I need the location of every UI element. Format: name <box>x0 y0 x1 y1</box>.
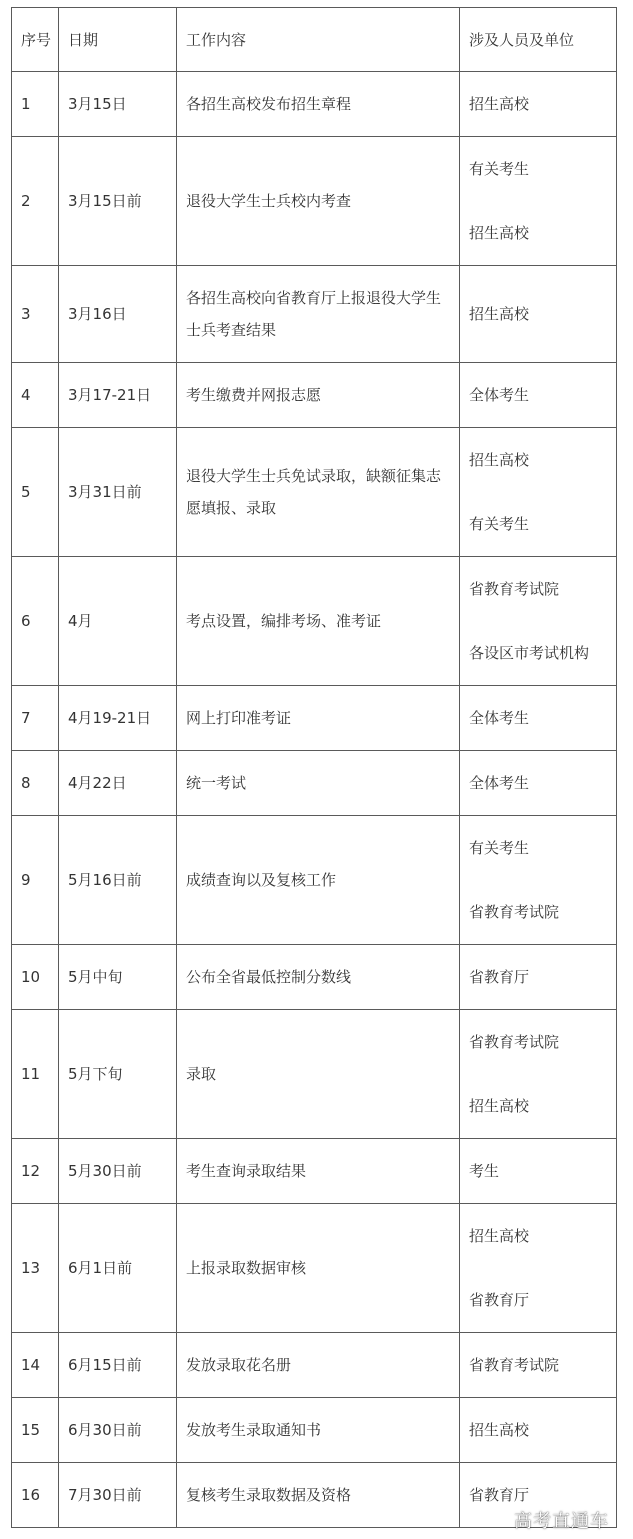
row-task: 复核考生录取数据及资格 <box>177 1463 460 1528</box>
row-date: 3月17-21日 <box>59 363 177 428</box>
row-units <box>460 1139 617 1204</box>
header-date: 日期 <box>59 8 177 72</box>
row-number: 12 <box>12 1139 59 1204</box>
row-date: 5月16日前 <box>59 816 177 945</box>
row-units <box>460 266 617 363</box>
row-units <box>460 1010 617 1139</box>
row-date: 6月1日前 <box>59 1204 177 1333</box>
table-row <box>12 428 617 557</box>
row-number: 3 <box>12 266 59 363</box>
row-task: 考生缴费并网报志愿 <box>177 363 460 428</box>
row-units <box>460 137 617 266</box>
row-date: 5月下旬 <box>59 1010 177 1139</box>
unit-label: 省教育考试院 <box>469 903 560 921</box>
unit-label: 省教育考试院 <box>469 580 560 598</box>
row-units <box>460 751 617 816</box>
row-task: 录取 <box>177 1010 460 1139</box>
unit-label: 省教育考试院 <box>469 1033 560 1051</box>
row-date: 4月19-21日 <box>59 686 177 751</box>
row-units <box>460 686 617 751</box>
unit-label: 全体考生 <box>469 774 530 792</box>
table-row <box>12 1010 617 1139</box>
table-row <box>12 686 617 751</box>
row-number: 9 <box>12 816 59 945</box>
unit-label: 招生高校 <box>469 224 530 242</box>
unit-label: 有关考生 <box>469 839 530 857</box>
row-units <box>460 1204 617 1333</box>
row-date: 6月15日前 <box>59 1333 177 1398</box>
header-row <box>12 8 617 72</box>
row-number: 2 <box>12 137 59 266</box>
row-date: 5月30日前 <box>59 1139 177 1204</box>
row-number: 15 <box>12 1398 59 1463</box>
row-task: 考生查询录取结果 <box>177 1139 460 1204</box>
schedule-table <box>11 7 617 1528</box>
row-units <box>460 1333 617 1398</box>
table-row <box>12 363 617 428</box>
row-task: 网上打印准考证 <box>177 686 460 751</box>
header-task: 工作内容 <box>177 8 460 72</box>
table-row <box>12 1204 617 1333</box>
table-row <box>12 266 617 363</box>
row-number: 7 <box>12 686 59 751</box>
row-task: 各招生高校向省教育厅上报退役大学生士兵考查结果 <box>177 266 460 363</box>
row-task: 发放考生录取通知书 <box>177 1398 460 1463</box>
table-row <box>12 751 617 816</box>
unit-label: 各设区市考试机构 <box>469 644 590 662</box>
unit-label: 省教育考试院 <box>469 1356 560 1374</box>
header-units: 涉及人员及单位 <box>460 8 617 72</box>
row-task: 发放录取花名册 <box>177 1333 460 1398</box>
row-number: 6 <box>12 557 59 686</box>
unit-label: 省教育厅 <box>469 1291 530 1309</box>
table-row <box>12 945 617 1010</box>
unit-label: 招生高校 <box>469 1421 530 1439</box>
row-units <box>460 557 617 686</box>
unit-label: 省教育厅 <box>469 968 530 986</box>
unit-label: 有关考生 <box>469 160 530 178</box>
row-date: 5月中旬 <box>59 945 177 1010</box>
row-number: 1 <box>12 72 59 137</box>
unit-label: 招生高校 <box>469 1227 530 1245</box>
row-date: 3月15日前 <box>59 137 177 266</box>
table-row <box>12 72 617 137</box>
table-row <box>12 816 617 945</box>
row-number: 8 <box>12 751 59 816</box>
row-number: 14 <box>12 1333 59 1398</box>
row-date: 4月22日 <box>59 751 177 816</box>
table-row <box>12 1139 617 1204</box>
unit-label: 全体考生 <box>469 709 530 727</box>
row-task: 统一考试 <box>177 751 460 816</box>
row-date: 6月30日前 <box>59 1398 177 1463</box>
watermark-text: 高考直通车 <box>514 1511 609 1532</box>
row-number: 10 <box>12 945 59 1010</box>
row-date: 4月 <box>59 557 177 686</box>
unit-label: 招生高校 <box>469 1097 530 1115</box>
row-number: 11 <box>12 1010 59 1139</box>
row-task: 退役大学生士兵免试录取，缺额征集志愿填报、录取 <box>177 428 460 557</box>
row-number: 16 <box>12 1463 59 1528</box>
header-no: 序号 <box>12 8 59 72</box>
schedule-table-body <box>12 8 617 1528</box>
row-units <box>460 72 617 137</box>
row-number: 4 <box>12 363 59 428</box>
table-row <box>12 137 617 266</box>
row-task: 上报录取数据审核 <box>177 1204 460 1333</box>
unit-label: 有关考生 <box>469 515 530 533</box>
table-row <box>12 1333 617 1398</box>
row-task: 成绩查询以及复核工作 <box>177 816 460 945</box>
row-units <box>460 363 617 428</box>
row-units <box>460 816 617 945</box>
row-units <box>460 1398 617 1463</box>
row-task: 各招生高校发布招生章程 <box>177 72 460 137</box>
unit-label: 全体考生 <box>469 386 530 404</box>
row-date: 3月16日 <box>59 266 177 363</box>
unit-label: 考生 <box>469 1162 500 1180</box>
row-task: 考点设置，编排考场、准考证 <box>177 557 460 686</box>
row-number: 5 <box>12 428 59 557</box>
row-date: 3月31日前 <box>59 428 177 557</box>
row-task: 退役大学生士兵校内考查 <box>177 137 460 266</box>
row-units <box>460 945 617 1010</box>
unit-label: 招生高校 <box>469 305 530 323</box>
row-task: 公布全省最低控制分数线 <box>177 945 460 1010</box>
row-date: 7月30日前 <box>59 1463 177 1528</box>
table-row <box>12 1398 617 1463</box>
unit-label: 省教育厅 <box>469 1486 530 1504</box>
unit-label: 招生高校 <box>469 95 530 113</box>
unit-label: 招生高校 <box>469 451 530 469</box>
row-units <box>460 428 617 557</box>
row-date: 3月15日 <box>59 72 177 137</box>
row-number: 13 <box>12 1204 59 1333</box>
table-row <box>12 557 617 686</box>
